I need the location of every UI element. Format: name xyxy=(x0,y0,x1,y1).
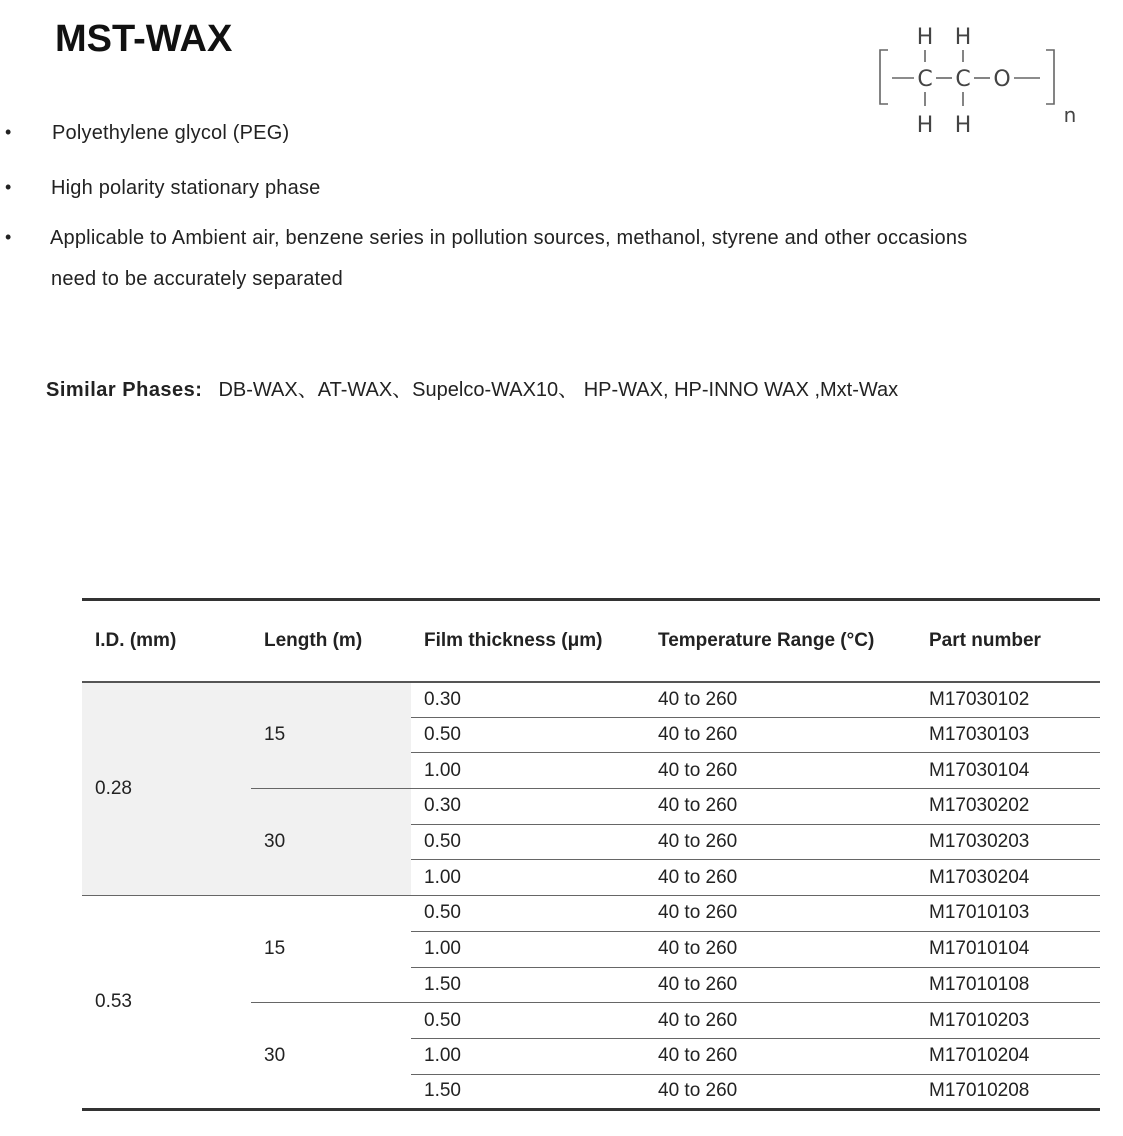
cell-temp: 40 to 260 xyxy=(645,896,916,932)
cell-part: M17010208 xyxy=(916,1074,1100,1110)
cell-part: M17030104 xyxy=(916,753,1100,789)
peg-structure-diagram xyxy=(870,22,1085,134)
atom-h-top-2: H xyxy=(954,25,972,50)
cell-part: M17030203 xyxy=(916,824,1100,860)
cell-part: M17030103 xyxy=(916,717,1100,753)
bullet-text: need to be accurately separated xyxy=(51,268,343,290)
atom-h-bottom-2: H xyxy=(954,113,972,134)
atom-o: O xyxy=(993,67,1011,92)
cell-length: 15 xyxy=(251,896,411,1003)
similar-phases-value: DB-WAX、AT-WAX、Supelco-WAX10、 HP-WAX, HP-INNO WAX ,Mxt-Wax xyxy=(218,379,899,401)
cell-part: M17030204 xyxy=(916,860,1100,896)
cell-temp: 40 to 260 xyxy=(645,824,916,860)
cell-part: M17010103 xyxy=(916,896,1100,932)
header-id: I.D. (mm) xyxy=(95,629,177,651)
cell-id: 0.53 xyxy=(82,896,251,1110)
bullet-dot: • xyxy=(5,122,12,142)
cell-id: 0.28 xyxy=(82,682,251,896)
header-film: Film thickness (μm) xyxy=(424,629,603,651)
cell-film: 1.50 xyxy=(411,1074,645,1110)
cell-film: 1.00 xyxy=(411,931,645,967)
cell-film: 0.50 xyxy=(411,824,645,860)
cell-temp: 40 to 260 xyxy=(645,860,916,896)
cell-part: M17030202 xyxy=(916,789,1100,825)
cell-film: 0.30 xyxy=(411,682,645,718)
cell-length: 30 xyxy=(251,1003,411,1110)
bullet-text: High polarity stationary phase xyxy=(51,177,321,199)
atom-c-1: C xyxy=(917,67,933,92)
atom-h-bottom-1: H xyxy=(916,113,934,134)
right-bracket xyxy=(1046,50,1054,104)
bullet-dot: • xyxy=(5,177,12,197)
atom-h-top-1: H xyxy=(916,25,934,50)
cell-temp: 40 to 260 xyxy=(645,1074,916,1110)
cell-part: M17010108 xyxy=(916,967,1100,1003)
cell-film: 1.00 xyxy=(411,1038,645,1074)
left-bracket xyxy=(880,50,888,104)
header-temp: Temperature Range (°C) xyxy=(658,629,875,651)
atom-n-subscript: n xyxy=(1063,103,1077,127)
table-row xyxy=(82,896,1100,932)
cell-film: 1.50 xyxy=(411,967,645,1003)
bullet-text: Polyethylene glycol (PEG) xyxy=(52,122,290,144)
cell-temp: 40 to 260 xyxy=(645,753,916,789)
header-length: Length (m) xyxy=(264,629,363,651)
table-body xyxy=(82,682,1100,1110)
cell-length: 30 xyxy=(251,789,411,896)
header-part: Part number xyxy=(929,629,1041,651)
cell-temp: 40 to 260 xyxy=(645,931,916,967)
product-table xyxy=(82,598,1100,1111)
cell-film: 0.50 xyxy=(411,896,645,932)
table-row xyxy=(82,682,1100,718)
atom-c-2: C xyxy=(955,67,971,92)
cell-film: 1.00 xyxy=(411,753,645,789)
bullet-text: Applicable to Ambient air, benzene series in pollution sources, methanol, styrene and other occasions xyxy=(50,227,968,249)
page-title: MST-WAX xyxy=(55,18,233,60)
bullet-dot: • xyxy=(5,227,12,247)
product-table-container xyxy=(82,598,1100,1111)
cell-temp: 40 to 260 xyxy=(645,682,916,718)
table-header-row xyxy=(82,600,1100,682)
cell-film: 0.30 xyxy=(411,789,645,825)
cell-temp: 40 to 260 xyxy=(645,967,916,1003)
cell-part: M17010204 xyxy=(916,1038,1100,1074)
similar-phases-label: Similar Phases: xyxy=(46,379,203,401)
cell-film: 0.50 xyxy=(411,717,645,753)
cell-length: 15 xyxy=(251,682,411,789)
cell-temp: 40 to 260 xyxy=(645,717,916,753)
cell-film: 1.00 xyxy=(411,860,645,896)
cell-part: M17030102 xyxy=(916,682,1100,718)
similar-phases xyxy=(46,373,898,402)
cell-temp: 40 to 260 xyxy=(645,1038,916,1074)
cell-part: M17010203 xyxy=(916,1003,1100,1039)
cell-part: M17010104 xyxy=(916,931,1100,967)
cell-temp: 40 to 260 xyxy=(645,1003,916,1039)
cell-temp: 40 to 260 xyxy=(645,789,916,825)
cell-film: 0.50 xyxy=(411,1003,645,1039)
